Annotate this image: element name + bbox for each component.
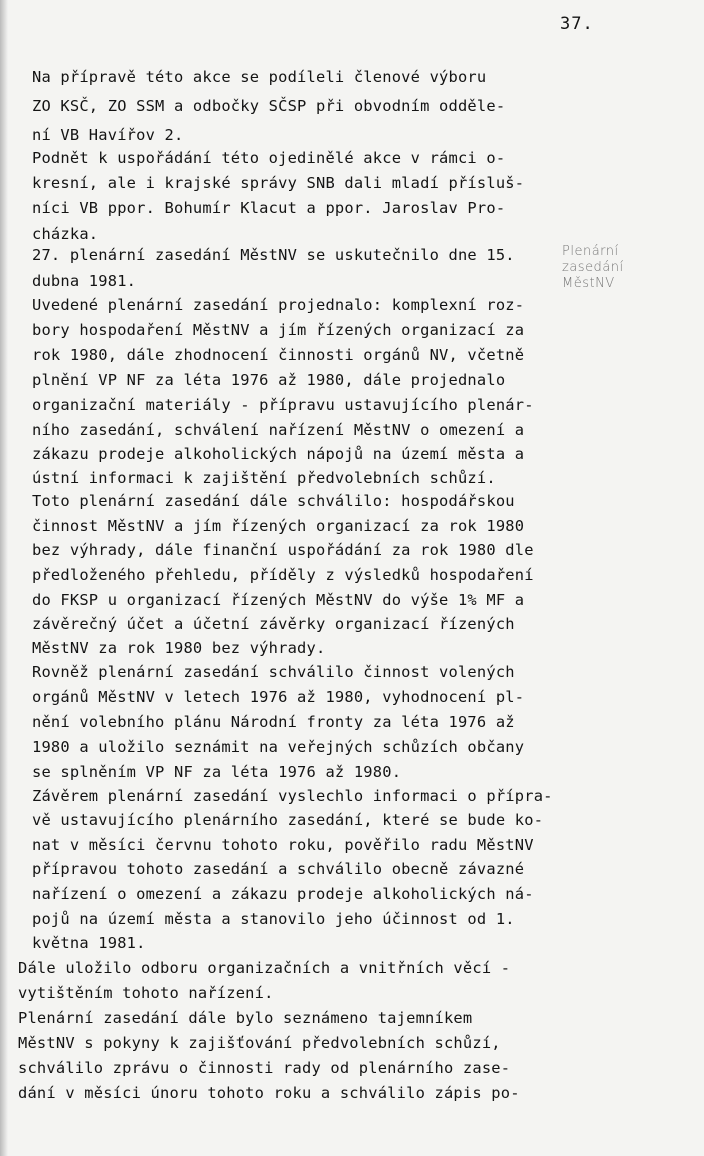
text-line: bory hospodaření MěstNV a jím řízených organizací za <box>32 321 525 339</box>
text-line: dubna 1981. <box>32 272 137 290</box>
text-line: 27. plenární zasedání MěstNV se uskutečnilo dne 15. <box>32 246 515 264</box>
text-line: Dále uložilo odboru organizačních a vnitřních věcí - <box>18 959 511 977</box>
text-line: ního zasedání, schválení nařízení MěstNV o omezení a <box>32 421 525 439</box>
text-line: ZO KSČ, ZO SSM a odbočky SČSP při obvodním odděle- <box>32 97 506 115</box>
text-line: bez výhrady, dále finanční uspořádání za rok 1980 dle <box>32 541 534 559</box>
text-line: Závěrem plenární zasedání vyslechlo informaci o přípra- <box>32 787 553 805</box>
text-line: činnost MěstNV a jím řízených organizací za rok 1980 <box>32 517 525 535</box>
text-line: 1980 a uložilo seznámit na veřejných schůzích občany <box>32 738 525 756</box>
text-line: cházka. <box>32 225 99 243</box>
text-line: ústní informaci k zajištění předvolebních schůzí. <box>32 469 496 487</box>
text-line: předloženého přehledu, příděly z výsledků hospodaření <box>32 566 534 584</box>
margin-note-line: MěstNV <box>562 276 615 291</box>
text-line: Na přípravě této akce se podíleli členové výboru <box>32 68 487 86</box>
text-line: orgánů MěstNV v letech 1976 až 1980, vyhodnocení pl- <box>32 688 525 706</box>
text-line: Uvedené plenární zasedání projednalo: komplexní roz- <box>32 296 525 314</box>
text-line: Podnět k uspořádání této ojedinělé akce v rámci o- <box>32 149 506 167</box>
text-line: MěstNV za rok 1980 bez výhrady. <box>32 639 326 657</box>
text-line: dání v měsíci únoru tohoto roku a schválilo zápis po- <box>18 1084 520 1102</box>
text-line: vytištěním tohoto nařízení. <box>18 984 274 1002</box>
text-line: přípravou tohoto zasedání a schválilo obecně závazné <box>32 860 525 878</box>
text-line: Toto plenární zasedání dále schválilo: hospodářskou <box>32 492 515 510</box>
text-line: kresní, ale i krajské správy SNB dali mladí přísluš- <box>32 174 525 192</box>
text-line: nění volebního plánu Národní fronty za léta 1976 až <box>32 713 515 731</box>
text-line: nařízení o omezení a zákazu prodeje alkoholických ná- <box>32 885 534 903</box>
text-line: závěrečný účet a účetní závěrky organizací řízených <box>32 615 515 633</box>
text-line: plnění VP NF za léta 1976 až 1980, dále projednalo <box>32 371 506 389</box>
text-line: se splněním VP NF za léta 1976 až 1980. <box>32 763 402 781</box>
text-line: do FKSP u organizací řízených MěstNV do výše 1% MF a <box>32 591 525 609</box>
margin-note-line: Plenární <box>562 244 619 259</box>
text-line: vě ustavujícího plenárního zasedání, které se bude ko- <box>32 811 544 829</box>
text-line: schválilo zprávu o činnosti rady od plenárního zase- <box>18 1059 511 1077</box>
text-line: nat v měsíci červnu tohoto roku, pověřilo radu MěstNV <box>32 836 534 854</box>
text-line: rok 1980, dále zhodnocení činnosti orgánů NV, včetně <box>32 346 525 364</box>
text-line: Plenární zasedání dále bylo seznámeno tajemníkem <box>18 1009 473 1027</box>
page-number: 37. <box>560 14 594 34</box>
text-line: zákazu prodeje alkoholických nápojů na území města a <box>32 445 525 463</box>
text-line: Rovněž plenární zasedání schválilo činnost volených <box>32 663 515 681</box>
text-line: ní VB Havířov 2. <box>32 126 184 144</box>
text-line: května 1981. <box>32 934 146 952</box>
text-line: pojů na území města a stanovilo jeho účinnost od 1. <box>32 910 515 928</box>
text-line: níci VB ppor. Bohumír Klacut a ppor. Jaroslav Pro- <box>32 199 506 217</box>
margin-note-line: zasedání <box>562 260 624 275</box>
text-line: organizační materiály - přípravu ustavujícího plenár- <box>32 396 534 414</box>
text-line: MěstNV s pokyny k zajišťování předvolebních schůzí, <box>18 1034 501 1052</box>
